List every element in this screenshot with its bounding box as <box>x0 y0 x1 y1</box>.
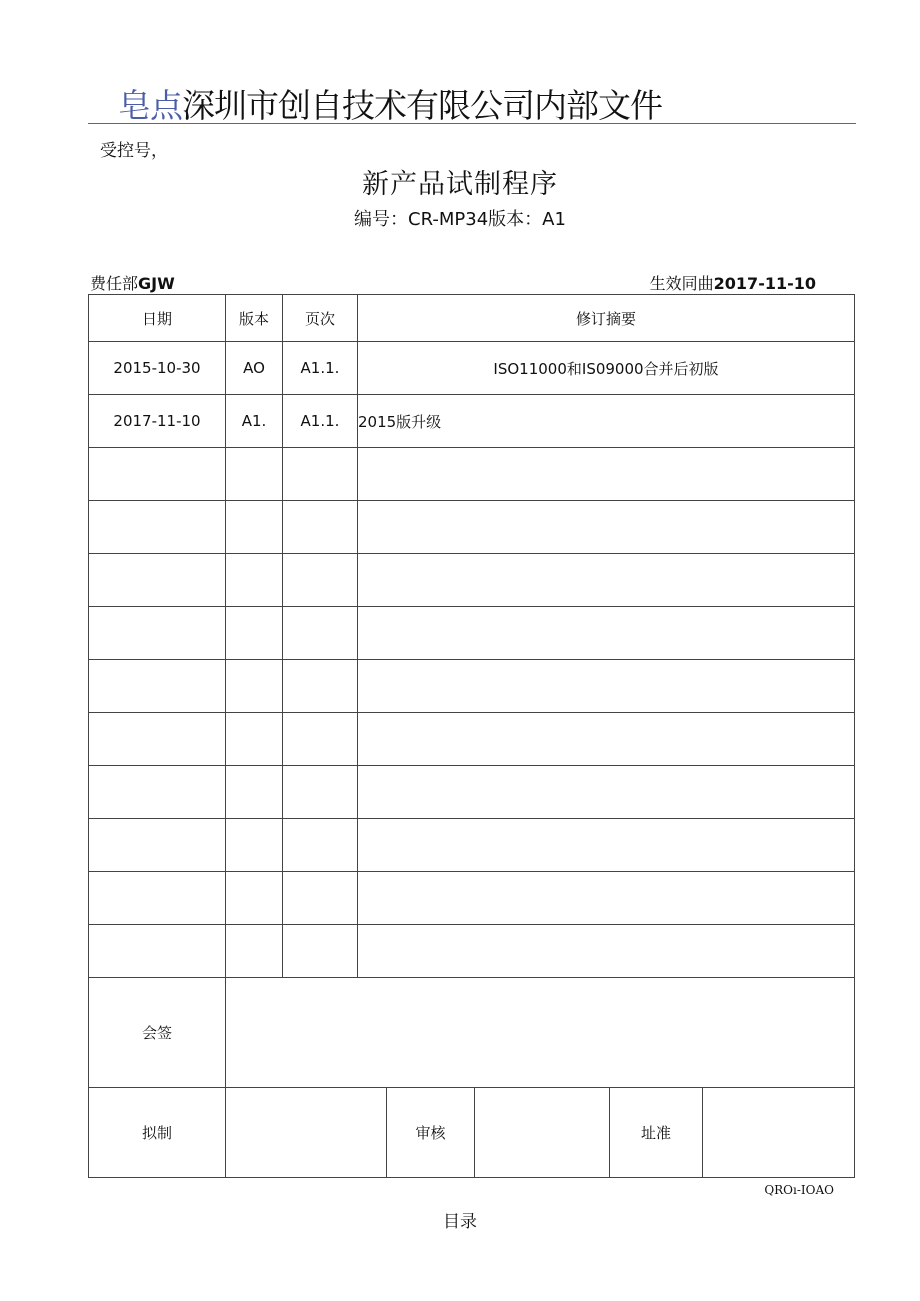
countersign-label: 会签 <box>89 978 226 1088</box>
empty-row <box>89 766 855 819</box>
header-page: 页次 <box>283 295 358 342</box>
empty-row <box>89 713 855 766</box>
effective-date <box>650 271 816 294</box>
row-summary: 2015版升级 <box>358 395 855 448</box>
control-number-label: 受控号， <box>100 141 168 161</box>
responsible-department <box>90 271 175 294</box>
row-version: AO <box>226 342 283 395</box>
drafted-by-label: 拟制 <box>89 1088 226 1178</box>
empty-row <box>89 554 855 607</box>
approved-by-label: 址准 <box>610 1088 703 1178</box>
drafted-by-field <box>226 1088 387 1178</box>
row-page: A1.1. <box>283 342 358 395</box>
row-summary: ISO11000和IS09000合并后初版 <box>358 342 855 395</box>
department-label: 费任部 <box>90 274 139 293</box>
empty-row <box>89 607 855 660</box>
empty-row <box>89 660 855 713</box>
table-row <box>89 342 855 395</box>
company-logo-text: 皂点 <box>118 86 182 125</box>
effective-date-value: 2017-11-10 <box>713 274 816 293</box>
empty-row <box>89 819 855 872</box>
company-document-title: 深圳市创自技术有限公司内部文件 <box>182 86 662 125</box>
reviewed-by-label: 审核 <box>387 1088 475 1178</box>
countersign-field <box>226 978 855 1088</box>
countersign-row <box>89 978 855 1088</box>
approval-row <box>89 1088 855 1178</box>
revision-table <box>88 294 855 1178</box>
header-summary: 修订摘要 <box>358 295 855 342</box>
table-of-contents-heading: 目录 <box>443 1212 477 1232</box>
document-title: 新产品试制程序 <box>362 169 558 200</box>
row-version: A1. <box>226 395 283 448</box>
empty-row <box>89 925 855 978</box>
form-code: QROı-IOAO <box>764 1183 834 1197</box>
document-code: 编号：CR-MP34版本：A1 <box>354 209 566 230</box>
empty-row <box>89 872 855 925</box>
table-header-row <box>89 295 855 342</box>
department-value: GJW <box>138 274 175 293</box>
header-version: 版本 <box>226 295 283 342</box>
empty-row <box>89 448 855 501</box>
effective-date-label: 生效同曲 <box>649 274 714 293</box>
empty-row <box>89 501 855 554</box>
table-row <box>89 395 855 448</box>
row-page: A1.1. <box>283 395 358 448</box>
row-date: 2017-11-10 <box>89 395 226 448</box>
row-date: 2015-10-30 <box>89 342 226 395</box>
company-header <box>118 80 662 127</box>
approved-by-field <box>703 1088 855 1178</box>
header-date: 日期 <box>89 295 226 342</box>
header-divider <box>88 123 856 124</box>
reviewed-by-field <box>475 1088 610 1178</box>
